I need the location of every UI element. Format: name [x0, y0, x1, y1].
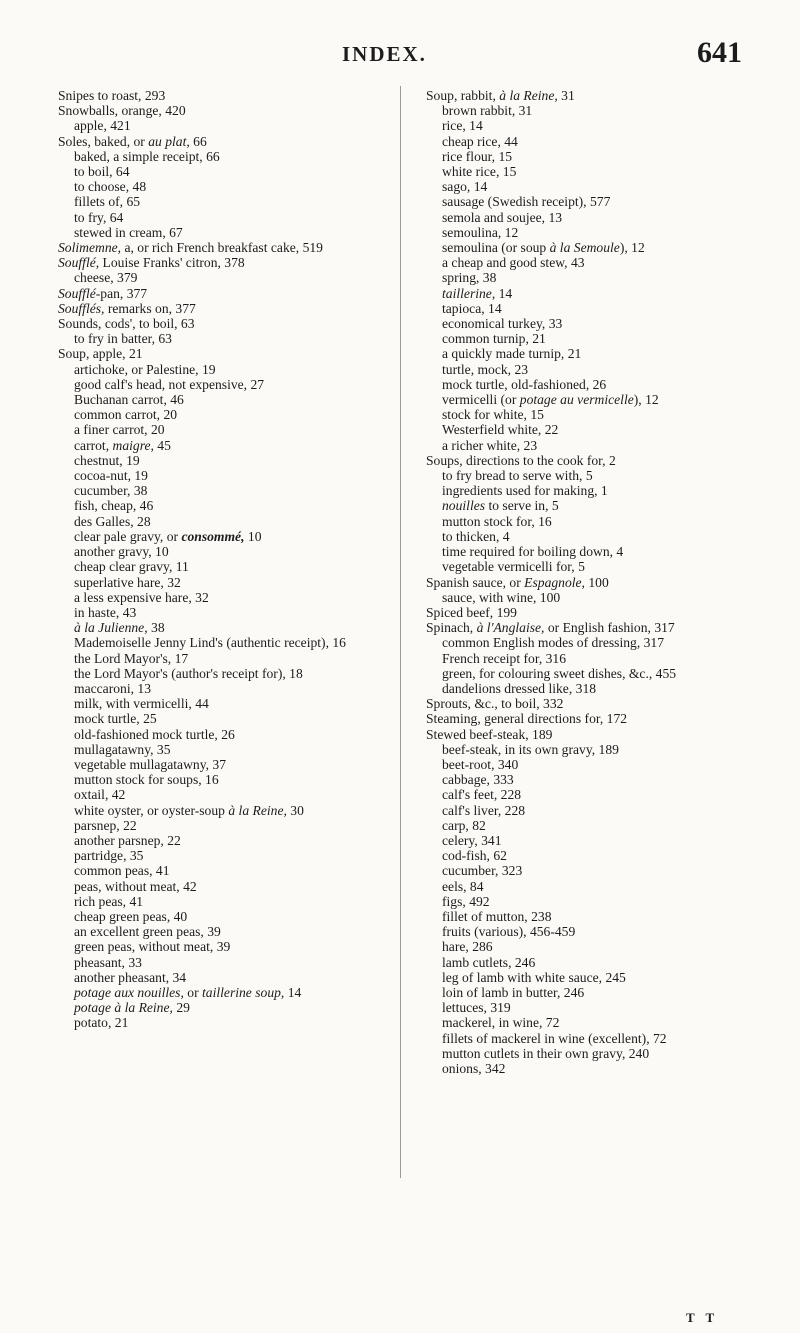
index-entry-text: another pheasant, 34	[74, 969, 187, 985]
index-entry-text: des Galles, 28	[74, 513, 151, 529]
index-entry	[58, 514, 380, 529]
index-entry-text: vegetable vermicelli for, 5	[442, 559, 585, 575]
index-entry-text: consommé,	[181, 528, 245, 544]
index-entry-text: white oyster, or oyster-soup	[74, 802, 229, 818]
index-entry	[426, 590, 752, 605]
index-entry	[58, 377, 380, 392]
index-entry-text: taillerine,	[442, 285, 496, 301]
index-entry-text: 10	[244, 528, 262, 544]
index-entry	[58, 620, 380, 635]
index-entry	[58, 453, 380, 468]
index-entry-text: a quickly made turnip, 21	[442, 346, 582, 362]
index-entry-text: semola and soujee, 13	[442, 209, 563, 225]
index-entry-text: mock turtle, old-fashioned, 26	[442, 376, 607, 392]
index-entry-text: 31	[557, 88, 575, 103]
index-entry-text: peas, without meat, 42	[74, 878, 197, 894]
index-entry	[58, 894, 380, 909]
index-entry-text: another parsnep, 22	[74, 832, 181, 848]
index-entry-text: green peas, without meat, 39	[74, 939, 231, 955]
index-entry	[58, 407, 380, 422]
index-entry-text: common turnip, 21	[442, 331, 546, 347]
index-entry-text: chestnut, 19	[74, 452, 140, 468]
index-entry	[426, 392, 752, 407]
index-entry	[426, 362, 752, 377]
column-divider	[400, 86, 401, 1178]
index-entry-text: calf's liver, 228	[442, 802, 526, 818]
index-entry-text: vegetable mullagatawny, 37	[74, 756, 226, 772]
index-entry	[426, 286, 752, 301]
index-entry-text: to choose, 48	[74, 179, 147, 195]
index-entry-text: Soles, baked, or	[58, 133, 149, 149]
index-entry-text: potage au vermicelle	[519, 392, 634, 408]
index-entry	[426, 134, 752, 149]
index-entry-text: ), 12	[619, 240, 645, 256]
index-entry-text: or	[183, 984, 202, 1000]
index-entry-text: green, for colouring sweet dishes, &c., 455	[442, 665, 677, 681]
index-entry-text: figs, 492	[442, 893, 490, 909]
index-entry-text: loin of lamb in butter, 246	[442, 984, 585, 1000]
index-entry	[58, 742, 380, 757]
index-entry	[58, 635, 380, 650]
index-entry	[426, 118, 752, 133]
index-entry	[58, 970, 380, 985]
index-entry	[58, 863, 380, 878]
index-entry	[58, 529, 380, 544]
index-entry-text: to fry in batter, 63	[74, 331, 172, 347]
index-entry	[426, 240, 752, 255]
index-entry-text: Snowballs, orange, 420	[58, 103, 186, 119]
index-entry-text: cocoa-nut, 19	[74, 468, 148, 484]
index-entry	[426, 833, 752, 848]
index-entry-text: leg of lamb with white sauce, 245	[442, 969, 626, 985]
index-entry-text: Steaming, general directions for, 172	[426, 711, 628, 727]
index-entry-text: oxtail, 42	[74, 787, 126, 803]
index-entry	[426, 377, 752, 392]
index-entry	[58, 848, 380, 863]
index-entry-text: Sounds, cods', to boil, 63	[58, 316, 195, 332]
index-entry-text: cheap clear gravy, 11	[74, 559, 189, 575]
index-entry-text: old-fashioned mock turtle, 26	[74, 726, 235, 742]
index-entry-text: mutton cutlets in their own gravy, 240	[442, 1045, 650, 1061]
index-entry	[426, 453, 752, 468]
index-entry-text: carp, 82	[442, 817, 486, 833]
index-entry	[58, 696, 380, 711]
index-entry	[426, 711, 752, 726]
index-entry	[426, 103, 752, 118]
index-entry-text: common peas, 41	[74, 863, 170, 879]
index-entry-text: to fry bread to serve with, 5	[442, 468, 593, 484]
index-entry	[426, 879, 752, 894]
index-entry-text: stewed in cream, 67	[74, 224, 183, 240]
index-entry	[426, 407, 752, 422]
index-entry-text: Stewed beef-steak, 189	[426, 726, 553, 742]
index-entry-text: fillet of mutton, 238	[442, 908, 552, 924]
index-entry-text: to serve in, 5	[485, 498, 559, 514]
index-entry	[426, 894, 752, 909]
index-entry	[58, 544, 380, 559]
index-entry	[426, 346, 752, 361]
index-entry-text: lettuces, 319	[442, 1000, 511, 1016]
index-entry	[58, 362, 380, 377]
index-entry-text: ), 12	[633, 392, 659, 408]
index-entry	[58, 879, 380, 894]
index-entry	[58, 225, 380, 240]
index-entry-text: beef-steak, in its own gravy, 189	[442, 741, 619, 757]
index-entry	[58, 164, 380, 179]
index-entry-text: maccaroni, 13	[74, 680, 151, 696]
index-entry-text: or English fashion, 317	[544, 620, 675, 636]
index-entry	[58, 590, 380, 605]
index-entry-text: Sprouts, &c., to boil, 332	[426, 696, 564, 712]
index-entry-text: celery, 341	[442, 832, 502, 848]
index-entry	[426, 255, 752, 270]
index-entry	[58, 924, 380, 939]
index-entry	[58, 833, 380, 848]
index-entry-text: a finer carrot, 20	[74, 422, 165, 438]
index-entry	[426, 422, 752, 437]
index-entry-text: a, or rich French breakfast cake, 519	[121, 240, 323, 256]
index-entry	[58, 286, 380, 301]
index-entry	[426, 179, 752, 194]
index-entry-text: Soufflé	[58, 285, 96, 301]
index-entry-text: hare, 286	[442, 939, 493, 955]
index-entry-text: beet-root, 340	[442, 756, 519, 772]
index-entry	[58, 255, 380, 270]
index-entry	[58, 179, 380, 194]
index-entry-text: Spiced beef, 199	[426, 604, 517, 620]
index-entry-text: potage à la Reine,	[74, 1000, 173, 1016]
index-entry-text: Soufflé,	[58, 255, 100, 271]
index-entry	[58, 818, 380, 833]
index-entry-text: calf's feet, 228	[442, 787, 522, 803]
index-entry-text: Solimemne,	[58, 240, 122, 256]
index-entry-text: eels, 84	[442, 878, 484, 894]
index-entry	[426, 1046, 752, 1061]
index-entry	[58, 651, 380, 666]
index-entry-text: mutton stock for soups, 16	[74, 772, 219, 788]
index-entry-text: vermicelli (or	[442, 392, 520, 408]
index-entry-text: brown rabbit, 31	[442, 103, 533, 119]
index-entry	[426, 818, 752, 833]
index-entry	[426, 575, 752, 590]
index-entry	[58, 210, 380, 225]
index-entry-text: potage aux nouilles,	[74, 984, 184, 1000]
index-entry	[426, 270, 752, 285]
index-entry-text: mock turtle, 25	[74, 711, 157, 727]
index-entry-text: 14	[495, 285, 513, 301]
index-entry-text: cod-fish, 62	[442, 848, 507, 864]
index-entry-text: Soup, rabbit,	[426, 88, 500, 103]
index-entry	[426, 468, 752, 483]
index-entry-text: time required for boiling down, 4	[442, 544, 624, 560]
index-entry-text: an excellent green peas, 39	[74, 924, 221, 940]
index-entry	[426, 316, 752, 331]
index-entry-text: 30	[286, 802, 304, 818]
index-entry-text: fillets of mackerel in wine (excellent), 72	[442, 1030, 667, 1046]
index-entry	[58, 757, 380, 772]
index-entry	[426, 149, 752, 164]
index-entry	[426, 164, 752, 179]
index-entry-text: Buchanan carrot, 46	[74, 392, 184, 408]
index-entry-text: turtle, mock, 23	[442, 361, 529, 377]
index-entry	[58, 711, 380, 726]
index-entry-text: 29	[172, 1000, 190, 1016]
index-entry	[426, 225, 752, 240]
index-entry	[426, 863, 752, 878]
index-entry	[426, 787, 752, 802]
index-entry	[58, 787, 380, 802]
index-entry	[58, 438, 380, 453]
index-entry-text: dandelions dressed like, 318	[442, 680, 597, 696]
index-entry-text: cheap green peas, 40	[74, 908, 188, 924]
index-entry-text: Spinach,	[426, 620, 477, 636]
index-entry-text: Soups, directions to the cook for, 2	[426, 452, 616, 468]
index-entry-text: fish, cheap, 46	[74, 498, 154, 514]
index-entry	[426, 635, 752, 650]
index-entry	[58, 468, 380, 483]
index-entry	[58, 392, 380, 407]
index-entry-text: the Lord Mayor's, 17	[74, 650, 189, 666]
index-entry	[426, 970, 752, 985]
index-entry-text: 14	[284, 984, 302, 1000]
index-entry	[58, 422, 380, 437]
index-entry	[58, 727, 380, 742]
index-entry-text: pheasant, 33	[74, 954, 142, 970]
index-entry-text: potato, 21	[74, 1015, 129, 1031]
index-entry-text: onions, 342	[442, 1061, 506, 1076]
index-entry-text: to boil, 64	[74, 164, 130, 180]
index-entry	[58, 909, 380, 924]
index-column-left	[58, 88, 380, 1031]
index-entry-text: mullagatawny, 35	[74, 741, 171, 757]
index-entry-text: lamb cutlets, 246	[442, 954, 536, 970]
index-entry	[426, 1000, 752, 1015]
index-entry	[58, 1000, 380, 1015]
page-header	[0, 0, 800, 80]
index-entry-text: another gravy, 10	[74, 544, 169, 560]
index-entry-text: semoulina (or soup	[442, 240, 550, 256]
index-entry-text: cheese, 379	[74, 270, 138, 286]
index-entry	[58, 605, 380, 620]
index-entry-text: 66	[189, 133, 207, 149]
index-entry-text: apple, 421	[74, 118, 131, 134]
index-entry-text: to fry, 64	[74, 209, 124, 225]
index-entry-text: superlative hare, 32	[74, 574, 181, 590]
index-entry-text: tapioca, 14	[442, 300, 502, 316]
index-entry-text: Espagnole,	[524, 574, 585, 590]
index-entry-text: 38	[147, 620, 165, 636]
index-entry-text: cucumber, 323	[442, 863, 523, 879]
index-entry-text: fillets of, 65	[74, 194, 141, 210]
index-entry	[426, 696, 752, 711]
index-entry-text: white rice, 15	[442, 164, 517, 180]
index-entry-text: carrot,	[74, 437, 113, 453]
index-entry-text: rice, 14	[442, 118, 483, 134]
index-entry	[426, 605, 752, 620]
index-entry-text: à la Julienne,	[74, 620, 148, 636]
index-entry	[58, 88, 380, 103]
index-entry	[58, 316, 380, 331]
index-entry	[426, 924, 752, 939]
index-entry-text: spring, 38	[442, 270, 497, 286]
index-entry-text: à la Reine,	[499, 88, 558, 103]
index-entry	[426, 985, 752, 1000]
index-entry	[58, 149, 380, 164]
index-entry-text: cabbage, 333	[442, 772, 514, 788]
index-entry	[426, 438, 752, 453]
index-entry-text: Soup, apple, 21	[58, 346, 143, 362]
index-entry-text: French receipt for, 316	[442, 650, 567, 666]
index-entry-text: common English modes of dressing, 317	[442, 635, 665, 651]
index-entry-text: maigre,	[112, 437, 154, 453]
index-entry	[426, 848, 752, 863]
index-entry-text: Snipes to roast, 293	[58, 88, 166, 103]
index-entry-text: -pan, 377	[95, 285, 148, 301]
index-entry	[426, 301, 752, 316]
index-entry	[426, 757, 752, 772]
index-entry	[58, 681, 380, 696]
index-entry	[58, 240, 380, 255]
index-entry-text: cucumber, 38	[74, 483, 148, 499]
index-entry-text: cheap rice, 44	[442, 133, 518, 149]
index-entry-text: good calf's head, not expensive, 27	[74, 376, 265, 392]
index-entry-text: semoulina, 12	[442, 224, 519, 240]
index-entry-text: the Lord Mayor's (author's receipt for), 18	[74, 665, 303, 681]
index-entry-text: in haste, 43	[74, 604, 137, 620]
index-entry-text: sausage (Swedish receipt), 577	[442, 194, 611, 210]
index-entry	[58, 985, 380, 1000]
index-entry	[426, 727, 752, 742]
index-entry	[58, 118, 380, 133]
index-entry	[58, 483, 380, 498]
index-entry	[426, 909, 752, 924]
index-entry	[58, 559, 380, 574]
index-entry	[58, 1015, 380, 1030]
index-entry	[58, 134, 380, 149]
index-entry-text: mutton stock for, 16	[442, 513, 552, 529]
index-entry	[58, 346, 380, 361]
index-entry-text: sauce, with wine, 100	[442, 589, 561, 605]
index-entry	[426, 1031, 752, 1046]
index-entry-text: Spanish sauce, or	[426, 574, 525, 590]
index-entry-text: clear pale gravy, or	[74, 528, 182, 544]
index-entry-text: partridge, 35	[74, 848, 144, 864]
index-entry	[58, 270, 380, 285]
index-entry	[426, 651, 752, 666]
index-entry-text: to thicken, 4	[442, 528, 510, 544]
index-entry-text: Westerfield white, 22	[442, 422, 559, 438]
index-entry	[426, 529, 752, 544]
index-entry-text: remarks on, 377	[104, 300, 196, 316]
index-entry	[58, 194, 380, 209]
index-entry	[426, 1015, 752, 1030]
index-entry	[58, 772, 380, 787]
index-entry	[426, 620, 752, 635]
index-entry-text: parsnep, 22	[74, 817, 137, 833]
index-entry	[426, 666, 752, 681]
index-entry	[426, 939, 752, 954]
index-entry	[426, 88, 752, 103]
index-column-right	[426, 88, 752, 1076]
page-number: 641	[697, 36, 742, 69]
index-entry	[426, 1061, 752, 1076]
index-entry	[426, 559, 752, 574]
page-title: INDEX.	[342, 42, 427, 66]
index-entry	[58, 103, 380, 118]
index-entry-text: ingredients used for making, 1	[442, 483, 608, 499]
index-entry	[426, 498, 752, 513]
index-entry	[426, 772, 752, 787]
index-entry	[426, 955, 752, 970]
index-entry-text: a cheap and good stew, 43	[442, 255, 585, 271]
index-entry-text: nouilles	[442, 498, 486, 514]
index-entry-text: baked, a simple receipt, 66	[74, 148, 220, 164]
index-entry-text: à la Semoule	[549, 240, 620, 256]
index-entry	[58, 803, 380, 818]
index-entry-text: au plat,	[148, 133, 190, 149]
index-entry	[58, 301, 380, 316]
index-entry-text: milk, with vermicelli, 44	[74, 696, 209, 712]
index-entry	[426, 210, 752, 225]
index-entry	[426, 194, 752, 209]
index-entry	[426, 742, 752, 757]
index-entry-text: à l'Anglaise,	[476, 620, 545, 636]
signature-mark: T T	[686, 1310, 719, 1325]
index-entry-text: Louise Franks' citron, 378	[99, 255, 245, 271]
index-entry	[58, 939, 380, 954]
index-entry	[58, 575, 380, 590]
index-entry-text: a less expensive hare, 32	[74, 589, 209, 605]
index-entry-text: economical turkey, 33	[442, 316, 563, 332]
index-entry-text: 45	[153, 437, 171, 453]
index-entry-text: à la Reine,	[228, 802, 287, 818]
index-entry	[58, 666, 380, 681]
index-entry-text: fruits (various), 456-459	[442, 924, 576, 940]
index-entry	[426, 483, 752, 498]
index-entry	[426, 514, 752, 529]
index-entry	[58, 955, 380, 970]
index-entry-text: mackerel, in wine, 72	[442, 1015, 560, 1031]
index-entry-text: Mademoiselle Jenny Lind's (authentic receipt), 16	[74, 635, 346, 651]
index-entry-text: artichoke, or Palestine, 19	[74, 361, 216, 377]
index-entry	[426, 681, 752, 696]
index-entry-text: taillerine soup,	[202, 984, 285, 1000]
index-entry-text: 100	[584, 574, 609, 590]
index-entry-text: rice flour, 15	[442, 148, 513, 164]
index-entry	[426, 331, 752, 346]
index-entry	[58, 498, 380, 513]
index-entry-text: a richer white, 23	[442, 437, 538, 453]
index-entry	[58, 331, 380, 346]
index-entry	[426, 803, 752, 818]
index-entry-text: sago, 14	[442, 179, 488, 195]
index-entry-text: rich peas, 41	[74, 893, 144, 909]
index-entry	[426, 544, 752, 559]
index-entry-text: common carrot, 20	[74, 407, 178, 423]
index-entry-text: stock for white, 15	[442, 407, 544, 423]
index-entry-text: Soufflés,	[58, 300, 105, 316]
